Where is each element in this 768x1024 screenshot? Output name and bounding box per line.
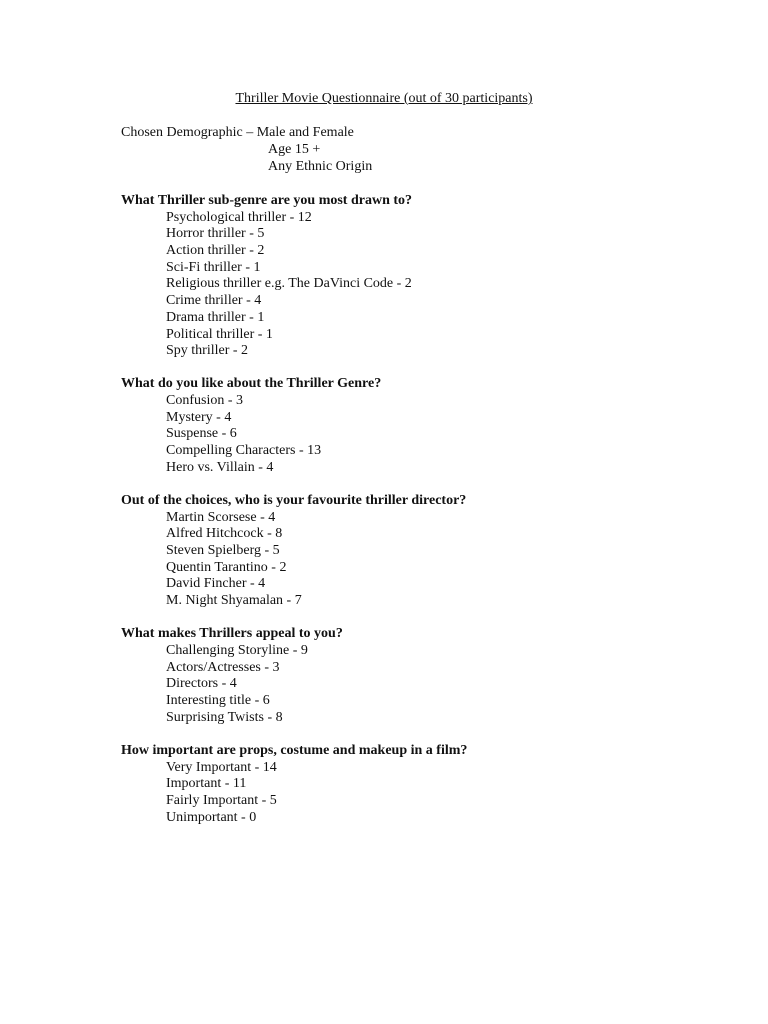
question-heading: What Thriller sub-genre are you most drawn to? (121, 193, 413, 208)
answer-item: David Fincher - 4 (166, 576, 266, 592)
answer-item: M. Night Shyamalan - 7 (166, 593, 302, 609)
question-heading: Out of the choices, who is your favourite thriller director? (121, 493, 467, 508)
answer-list (121, 393, 741, 476)
answer-item: Actors/Actresses - 3 (166, 659, 280, 675)
answer-item: Very Important - 14 (166, 759, 277, 775)
answer-item: Steven Spielberg - 5 (166, 543, 280, 559)
answer-item: Interesting title - 6 (166, 693, 270, 709)
answer-item: Hero vs. Villain - 4 (166, 459, 274, 475)
answer-item: Important - 11 (166, 776, 247, 792)
answer-item: Martin Scorsese - 4 (166, 509, 276, 525)
answer-item: Drama thriller - 1 (166, 309, 265, 325)
answer-item: Action thriller - 2 (166, 243, 265, 259)
answer-item: Religious thriller e.g. The DaVinci Code - 2 (166, 276, 412, 292)
answer-item: Sci-Fi thriller - 1 (166, 259, 261, 275)
answer-list (121, 510, 741, 610)
question-heading: What do you like about the Thriller Genre? (121, 376, 382, 392)
answer-list (121, 210, 741, 360)
demographic-lead: Chosen Demographic – Male and Female (121, 125, 354, 140)
answer-list (121, 643, 741, 726)
answer-item: Quentin Tarantino - 2 (166, 559, 287, 575)
answer-item: Surprising Twists - 8 (166, 709, 283, 725)
question-section (121, 743, 741, 826)
question-section (121, 626, 741, 726)
answer-item: Fairly Important - 5 (166, 793, 277, 808)
answer-item: Mystery - 4 (166, 409, 232, 425)
answer-item: Compelling Characters - 13 (166, 443, 322, 459)
answer-item: Alfred Hitchcock - 8 (166, 526, 283, 542)
answer-item: Psychological thriller - 12 (166, 209, 312, 225)
answer-item: Challenging Storyline - 9 (166, 643, 308, 658)
document-title: Thriller Movie Questionnaire (out of 30 participants) (235, 91, 533, 106)
demographic-block (121, 125, 372, 176)
question-section (121, 376, 741, 476)
question-sections (121, 193, 741, 843)
question-heading: How important are props, costume and makeup in a film? (121, 742, 468, 758)
answer-list (121, 760, 741, 827)
answer-item: Horror thriller - 5 (166, 226, 265, 242)
answer-item: Confusion - 3 (166, 393, 243, 409)
question-section (121, 193, 741, 360)
answer-item: Crime thriller - 4 (166, 293, 262, 309)
answer-item: Political thriller - 1 (166, 326, 273, 342)
demographic-ethnicity: Any Ethnic Origin (268, 159, 373, 174)
question-section (121, 493, 741, 610)
answer-item: Spy thriller - 2 (166, 343, 249, 359)
question-heading: What makes Thrillers appeal to you? (121, 626, 343, 642)
demographic-age: Age 15 + (268, 142, 321, 157)
answer-item: Suspense - 6 (166, 426, 237, 442)
answer-item: Directors - 4 (166, 676, 237, 692)
answer-item: Unimportant - 0 (166, 809, 257, 825)
